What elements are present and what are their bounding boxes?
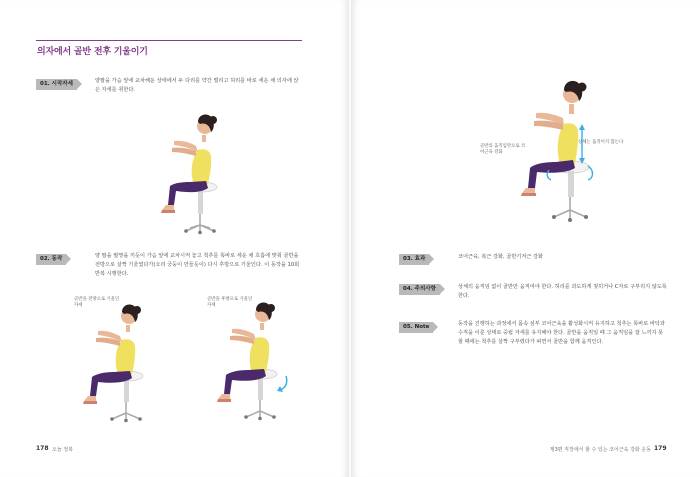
section-label-caution: 04. 주의사항	[399, 284, 440, 295]
section-text-caution: 상체의 움직임 없이 골반만 움직여야 한다. 허리를 과도하게 젖히거나 C자로 구부리지 않도록 한다.	[458, 284, 667, 299]
section-label-note: 05. Note	[399, 322, 433, 333]
left-page-number: 178	[36, 445, 49, 452]
caption-tilt-forward: 골반을 전방으로 기울인 자세	[74, 297, 120, 308]
caption-tilt-backward: 골반을 후방으로 기울인 자세	[207, 297, 253, 308]
right-page-number: 179	[654, 445, 667, 452]
figure-tilt-backward	[216, 296, 296, 426]
section-text-note: 동작을 진행하는 과정에서 몸속 심부 코어근육을 활성화시켜 유지하고 척추는 똑바로 바닥과 수직을 이룬 상태로 중립 자세를 유지해야 한다. 골반을 움직일 때 그 움직임을 잘 느끼지 못할 때에는 척추를 살짝 구부렸다가 펴면서 골반을 함께 움직인다.	[458, 321, 665, 345]
figure-start-posture	[160, 104, 240, 236]
figure-tilt-forward	[82, 296, 162, 426]
caption-upper-fixed: 상체는 움직이지 않는다	[578, 140, 624, 145]
section-text-motion: 양 팔을 팔짱을 끼듯이 가슴 앞에 교차시켜 놓고 척추를 똑바로 세운 채 호흡에 맞춰 골반을 전방으로 살짝 기울였다가(오리 궁둥이 만들듯이) 다시 후방으로 기울인다. 이 동작을 10회 반복 시행한다.	[95, 253, 300, 277]
section-label-motion: 02. 동작	[36, 254, 66, 265]
section-label-start: 01. 시작자세	[36, 79, 77, 90]
section-text-effect: 코어근육, 복근 강화, 골반기저근 강화	[458, 254, 544, 260]
right-page	[351, 0, 700, 477]
left-page	[0, 0, 349, 477]
right-footer-chapter: 제3편 직장에서 할 수 있는 코어근육 강화 운동	[549, 447, 651, 453]
page-title: 의자에서 골반 전후 기울이기	[37, 47, 148, 57]
section-text-start: 양팔을 가슴 앞에 교차해둔 상태에서 두 다리를 약간 벌리고 허리를 바로 세운 채 의자에 앉은 자세를 취한다.	[95, 78, 299, 93]
caption-core-only: 골반의 움직임만으로 코어근육 강화	[480, 144, 526, 155]
section-label-effect: 03. 효과	[399, 254, 429, 265]
figure-annotated-posture	[514, 74, 604, 226]
title-rule	[36, 40, 302, 41]
left-footer-book: 오늘 정복	[52, 447, 73, 453]
